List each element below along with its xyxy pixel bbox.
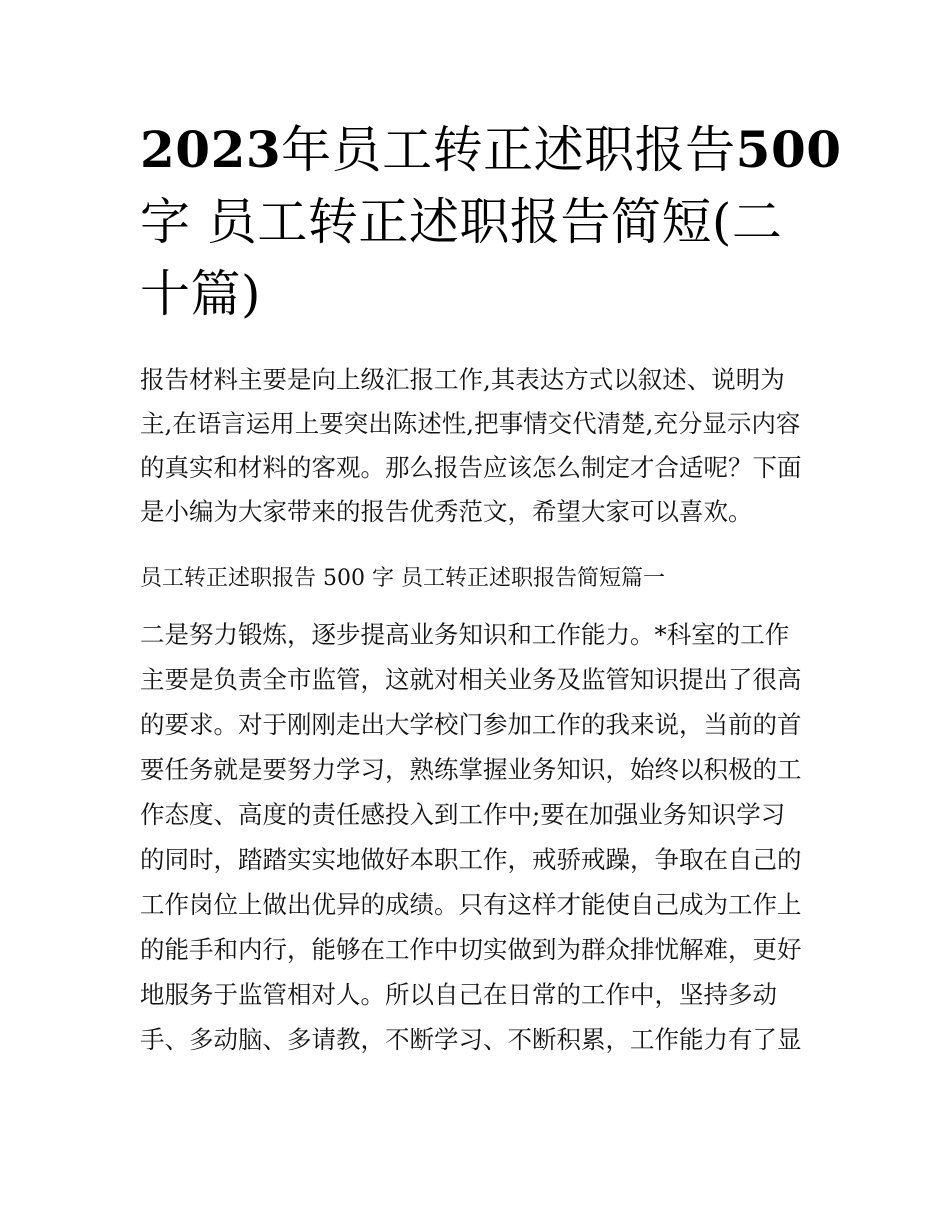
intro-line: 主,在语言运用上要突出陈述性,把事情交代清楚,充分显示内容 (140, 409, 801, 438)
title-line-2: 字 员工转正述职报告简短(二 (140, 193, 783, 251)
paragraph-line: 要任务就是要努力学习，熟练掌握业务知识，始终以积极的工 (140, 755, 802, 784)
paragraph-line: 手、多动脑、多请教，不断学习、不断积累，工作能力有了显 (140, 1025, 802, 1054)
paragraph-line: 作态度、高度的责任感投入到工作中;要在加强业务知识学习 (140, 800, 786, 829)
title-text-1: 年员工转正述职报告 (281, 121, 736, 179)
paragraph-line: 的同时，踏踏实实地做好本职工作，戒骄戒躁，争取在自己的 (140, 845, 802, 874)
title-count: 500 (735, 120, 842, 179)
body-paragraph (140, 612, 820, 1062)
intro-line: 是小编为大家带来的报告优秀范文，希望大家可以喜欢。 (140, 497, 753, 526)
intro-paragraph (140, 358, 820, 534)
title-line-3: 十篇) (140, 265, 262, 323)
paragraph-line: 的要求。对于刚刚走出大学校门参加工作的我来说，当前的首 (140, 710, 802, 739)
paragraph-line: 二是努力锻炼，逐步提高业务知识和工作能力。*科室的工作 (140, 620, 790, 649)
document-title (140, 114, 842, 330)
section-heading: 员工转正述职报告 500 字 员工转正述职报告简短篇一 (140, 566, 665, 591)
intro-line: 的真实和材料的客观。那么报告应该怎么制定才合适呢？下面 (140, 453, 802, 482)
paragraph-line: 工作岗位上做出优异的成绩。只有这样才能使自己成为工作上 (140, 890, 802, 919)
intro-line: 报告材料主要是向上级汇报工作,其表达方式以叙述、说明为 (140, 365, 785, 394)
paragraph-line: 地服务于监管相对人。所以自己在日常的工作中，坚持多动 (140, 980, 777, 1009)
title-line-1 (140, 114, 842, 186)
paragraph-line: 主要是负责全市监管，这就对相关业务及监管知识提出了很高 (140, 665, 802, 694)
title-year: 2023 (140, 120, 282, 179)
paragraph-line: 的能手和内行，能够在工作中切实做到为群众排忧解难，更好 (140, 935, 802, 964)
